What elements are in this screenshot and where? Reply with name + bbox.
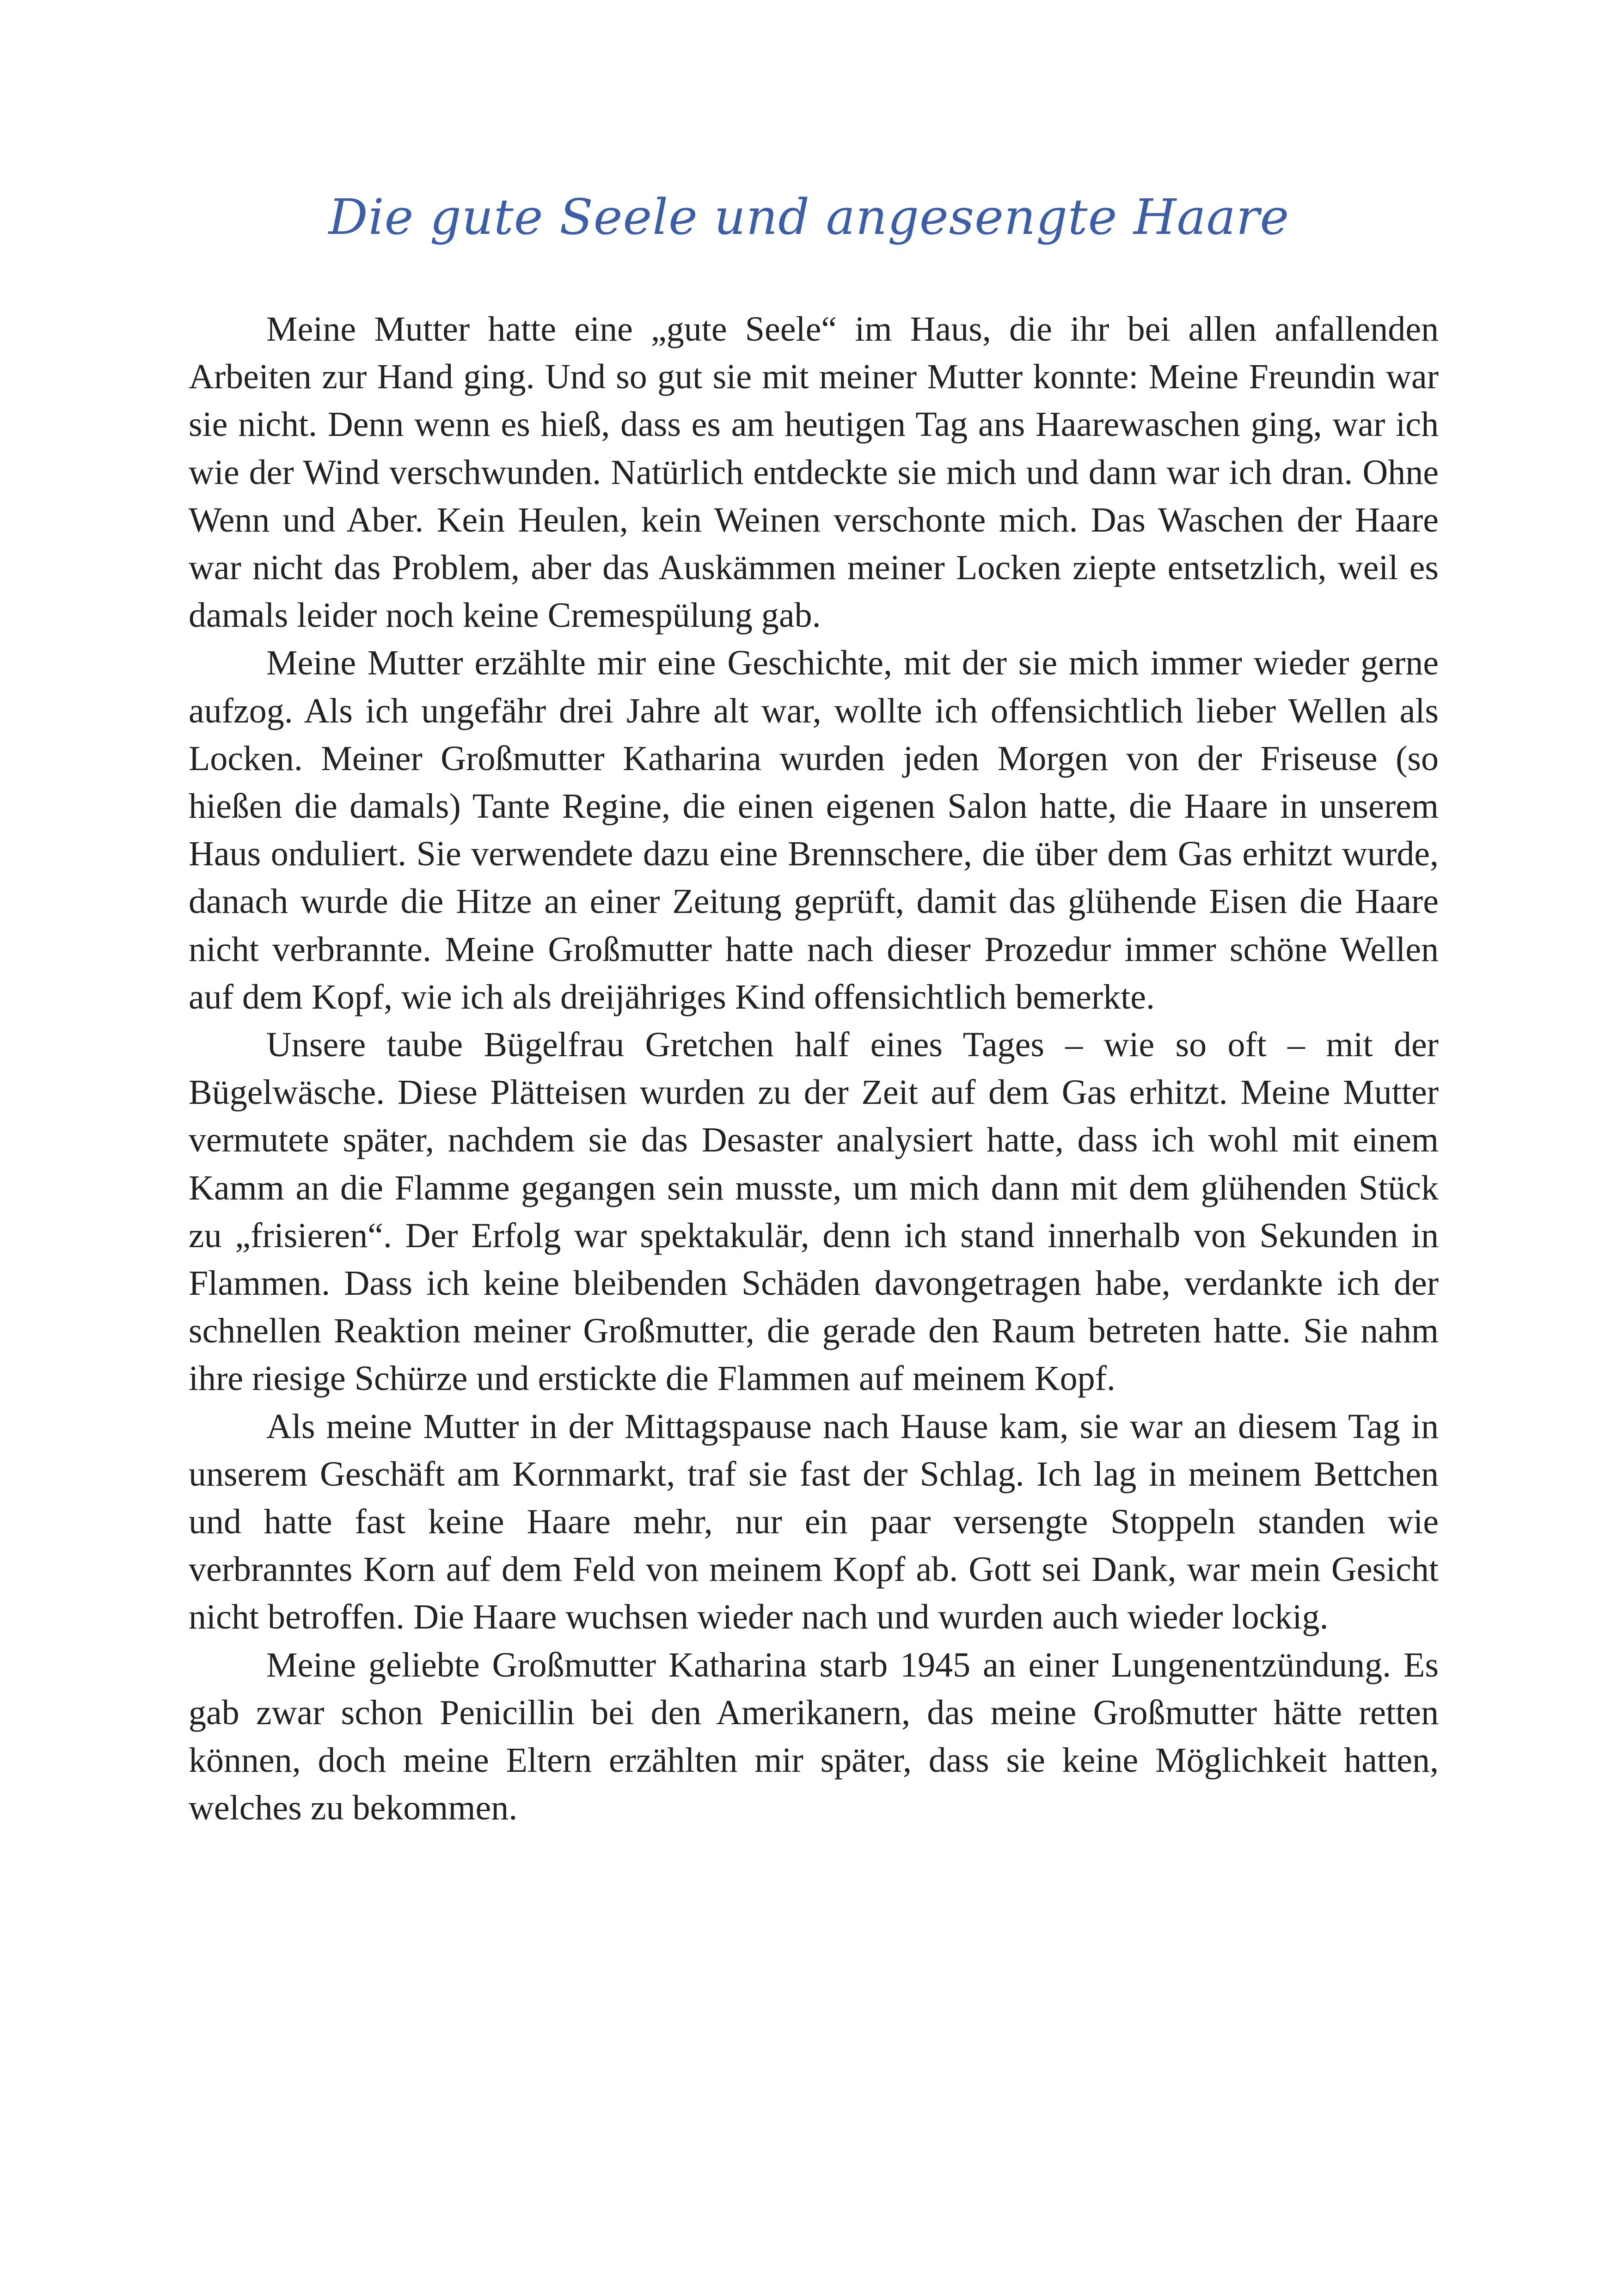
paragraph: Unsere taube Bügelfrau Gretchen half eines Tages – wie so oft – mit der Bügelwäsche. Diese Plätteisen wurden zu der Zeit auf dem Gas erhitzt. Meine Mutter vermutete später, nachdem sie das Desaster analysiert hatte, dass ich wohl mit einem Kamm an die Flamme gegangen sein musste, um mich dann mit dem glühenden Stück zu „frisieren“. Der Erfolg war spektakulär, denn ich stand innerhalb von Sekunden in Flammen. Dass ich keine bleibenden Schäden davongetragen habe, verdankte ich der schnellen Reaktion meiner Großmutter, die gerade den Raum betreten hatte. Sie nahm ihre riesige Schürze und erstickte die Flammen auf meinem Kopf.: [189, 1025, 1439, 1398]
chapter-body: [189, 306, 1439, 1832]
paragraph: Meine Mutter erzählte mir eine Geschichte, mit der sie mich immer wieder gerne aufzog. Als ich ungefähr drei Jahre alt war, wollte ich offensichtlich lieber Wellen als Locken. Meiner Großmutter Katharina wurden jeden Morgen von der Friseuse (so hießen die damals) Tante Regine, die einen eigenen Salon hatte, die Haare in unserem Haus onduliert. Sie verwendete dazu eine Brennschere, die über dem Gas erhitzt wurde, danach wurde die Hitze an einer Zeitung geprüft, damit das glühende Eisen die Haare nicht verbrannte. Meine Großmutter hatte nach dieser Prozedur immer schöne Wellen auf dem Kopf, wie ich als dreijähriges Kind offensichtlich bemerkte.: [189, 643, 1439, 1016]
paragraph: Meine Mutter hatte eine „gute Seele“ im Haus, die ihr bei allen anfallenden Arbeiten zur Hand ging. Und so gut sie mit meiner Mutter konnte: Meine Freundin war sie nicht. Denn wenn es hieß, dass es am heutigen Tag ans Haarewaschen ging, war ich wie der Wind verschwunden. Natürlich entdeckte sie mich und dann war ich dran. Ohne Wenn und Aber. Kein Heulen, kein Weinen verschonte mich. Das Waschen der Haare war nicht das Problem, aber das Auskämmen meiner Locken ziepte entsetzlich, weil es damals leider noch keine Cremespülung gab.: [189, 310, 1439, 635]
chapter-title: Die gute Seele und angesengte Haare: [328, 189, 1290, 245]
paragraph: Als meine Mutter in der Mittagspause nach Hause kam, sie war an diesem Tag in unserem Geschäft am Kornmarkt, traf sie fast der Schlag. Ich lag in meinem Bettchen und hatte fast keine Haare mehr, nur ein paar versengte Stoppeln standen wie verbranntes Korn auf dem Feld von meinem Kopf ab. Gott sei Dank, war mein Gesicht nicht betroffen. Die Haare wuchsen wieder nach und wurden auch wieder lockig.: [189, 1407, 1439, 1637]
paragraph: Meine geliebte Großmutter Katharina starb 1945 an einer Lungenentzündung. Es gab zwar schon Penicillin bei den Amerikanern, das meine Großmutter hätte retten können, doch meine Eltern erzählten mir später, dass sie keine Möglichkeit hatten, welches zu bekommen.: [189, 1645, 1439, 1828]
